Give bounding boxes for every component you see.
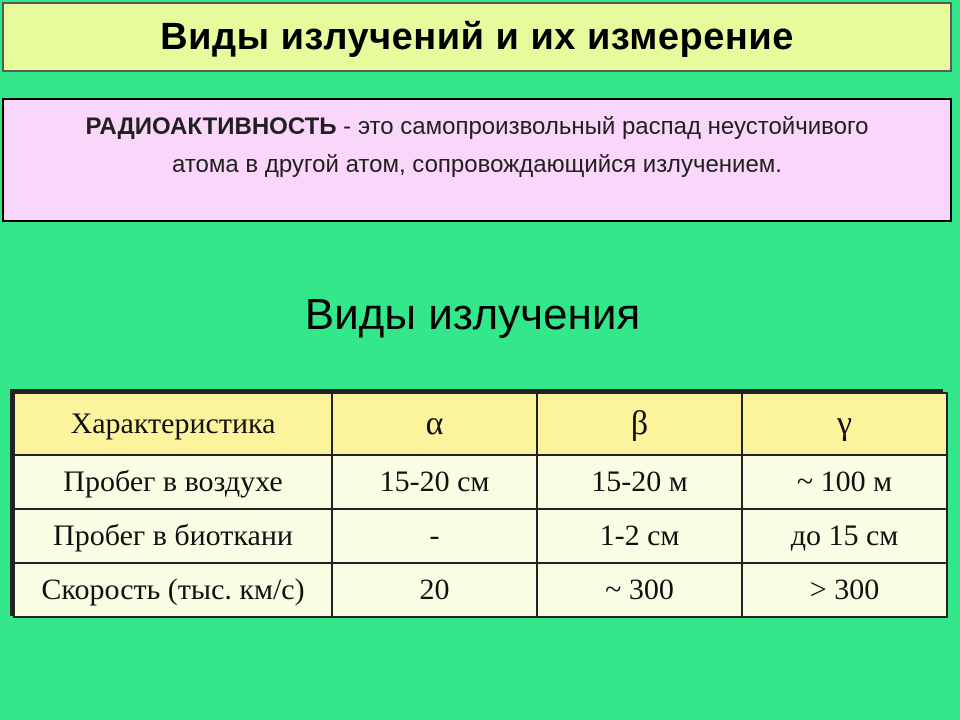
header-characteristic: Характеристика <box>14 393 332 455</box>
row-label: Пробег в воздухе <box>14 455 332 509</box>
cell-gamma: ~ 100 м <box>742 455 947 509</box>
definition-term: РАДИОАКТИВНОСТЬ <box>85 113 337 140</box>
table-header-row <box>14 393 947 455</box>
cell-gamma: > 300 <box>742 563 947 617</box>
table-row <box>14 563 947 617</box>
header-alpha: α <box>332 393 537 455</box>
section-subtitle: Виды излучения <box>304 290 641 339</box>
cell-beta: 15-20 м <box>537 455 742 509</box>
definition-text: - это самопроизвольный распад неустойчивого атома в другой атом, сопровождающийся излучением. <box>172 113 869 178</box>
cell-alpha: 20 <box>332 563 537 617</box>
cell-alpha: - <box>332 509 537 563</box>
row-label: Скорость (тыс. км/с) <box>14 563 332 617</box>
cell-alpha: 15-20 см <box>332 455 537 509</box>
page-title: Виды излучений и их измерение <box>160 15 794 58</box>
cell-beta: 1-2 см <box>537 509 742 563</box>
radiation-table <box>13 392 948 618</box>
header-gamma: γ <box>742 393 947 455</box>
cell-beta: ~ 300 <box>537 563 742 617</box>
cell-gamma: до 15 см <box>742 509 947 563</box>
table-row <box>14 455 947 509</box>
title-box <box>2 2 952 72</box>
table-row <box>14 509 947 563</box>
row-label: Пробег в биоткани <box>14 509 332 563</box>
header-beta: β <box>537 393 742 455</box>
radiation-table-wrapper <box>10 389 943 616</box>
definition-box <box>2 98 952 222</box>
